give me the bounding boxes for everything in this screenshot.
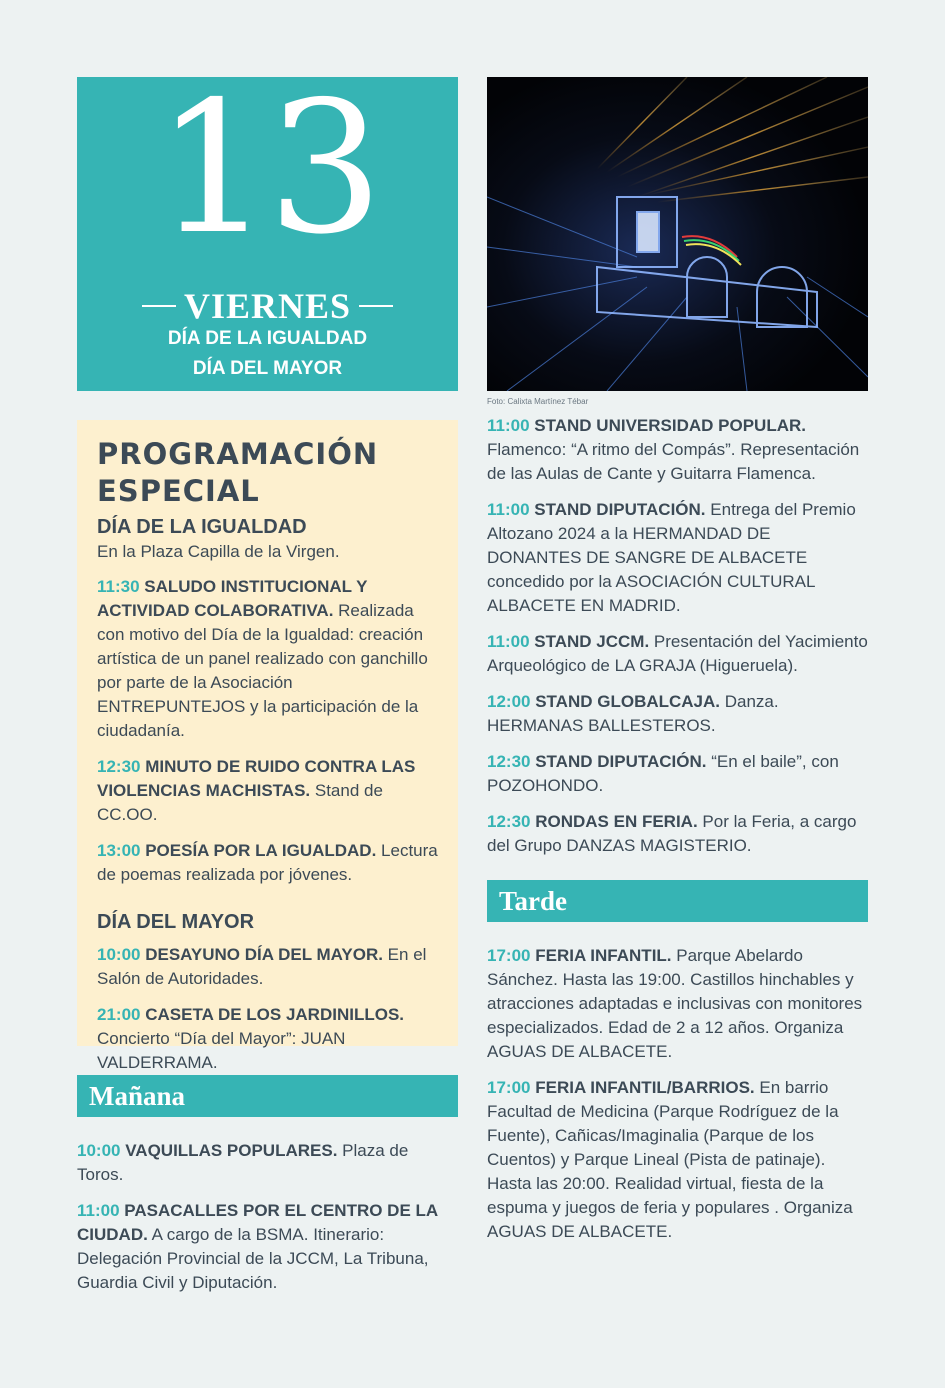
mayor-heading: DÍA DEL MAYOR [97,911,255,933]
item-desc: A cargo de la BSMA. Itinerario: Delegación Provincial de la JCCM, La Tribuna, Guardia Civil y Diputación. [77,1225,429,1292]
day-subtitle-igualdad: DÍA DE LA IGUALDAD [167,328,368,349]
item-time: 11:00 [487,500,530,519]
item-time: 21:00 [97,1005,141,1024]
item-desc: Flamenco: “A ritmo del Compás”. Representación de las Aulas de Cante y Guitarra Flamenca. [487,440,860,483]
program-item [487,944,868,1064]
item-title: SALUDO INSTITUCIONAL Y ACTIVIDAD COLABORATIVA. [97,577,368,620]
tarde-band: Tarde [487,880,868,922]
special-title-line2: ESPECIAL [97,474,260,508]
program-item [97,839,438,887]
item-title: VAQUILLAS POPULARES. [125,1141,338,1160]
weekday-rule-left [142,305,176,307]
light-trails-image [487,77,868,391]
item-desc: Lectura de poemas realizada por jóvenes. [97,841,438,884]
item-title: DESAYUNO DÍA DEL MAYOR. [145,945,383,964]
item-time: 11:30 [97,577,140,596]
manana-band: Mañana [77,1075,458,1117]
item-title: FERIA INFANTIL. [535,946,672,965]
item-desc: Entrega del Premio Altozano 2024 a la HERMANDAD DE DONANTES DE SANGRE DE ALBACETE concedido por la ASOCIACIÓN CULTURAL ALBACETE EN MADRID. [487,500,856,615]
program-item [487,1076,868,1244]
program-item [487,750,868,798]
program-item [97,1003,438,1075]
photo-credit: Foto: Calixta Martínez Tébar [487,397,589,406]
item-desc: En barrio Facultad de Medicina (Parque Rodríguez de la Fuente), Cañicas/Imaginalia (Parque de los Cuentos) y Parque Lineal (Pista de patinaje). Hasta las 20:00. Realidad virtual, fiesta de la espuma y juegos de feria y populares . Organiza AGUAS DE ALBACETE. [487,1078,853,1241]
weekday: VIERNES [183,286,352,326]
program-item [77,1139,458,1187]
item-desc: “En el baile”, con POZOHONDO. [487,752,839,795]
item-title: FERIA INFANTIL/BARRIOS. [535,1078,755,1097]
item-time: 12:30 [487,752,531,771]
item-title: STAND GLOBALCAJA. [535,692,721,711]
program-item [97,755,438,827]
program-item [97,943,438,991]
program-item [487,630,868,678]
item-time: 11:00 [487,416,530,435]
item-desc: En el Salón de Autoridades. [97,945,427,988]
item-title: RONDAS EN FERIA. [535,812,698,831]
item-title: STAND UNIVERSIDAD POPULAR. [534,416,806,435]
item-desc: Stand de CC.OO. [97,781,383,824]
program-item [77,1199,458,1295]
item-title: POESÍA POR LA IGUALDAD. [145,841,377,860]
item-desc: Plaza de Toros. [77,1141,409,1184]
program-item [487,810,868,858]
item-desc: Parque Abelardo Sánchez. Hasta las 19:00. Castillos hinchables y atracciones adaptadas e inclusivas con monitores especializados. Edad de 2 a 12 años. Organiza AGUAS DE ALBACETE. [487,946,863,1061]
item-desc: Por la Feria, a cargo del Grupo DANZAS MAGISTERIO. [487,812,857,855]
program-item [487,498,868,618]
weekday-row [77,285,458,327]
weekday-rule-right [359,305,393,307]
item-time: 10:00 [97,945,141,964]
item-time: 17:00 [487,946,531,965]
igualdad-location: En la Plaza Capilla de la Virgen. [97,542,340,561]
item-time: 17:00 [487,1078,531,1097]
day-subtitle-mayor: DÍA DEL MAYOR [192,358,343,379]
program-item [97,575,438,743]
item-time: 13:00 [97,841,141,860]
item-desc: Concierto “Día del Mayor”: JUAN VALDERRAMA. [97,1029,346,1072]
item-title: PASACALLES POR EL CENTRO DE LA CIUDAD. [77,1201,438,1244]
item-title: STAND JCCM. [534,632,650,651]
date-block [77,62,458,391]
night-light-photo [487,77,868,391]
item-time: 11:00 [77,1201,120,1220]
igualdad-heading: DÍA DE LA IGUALDAD [97,516,307,538]
item-title: CASETA DE LOS JARDINILLOS. [145,1005,405,1024]
item-time: 12:30 [97,757,141,776]
program-item [487,414,868,486]
item-title: STAND DIPUTACIÓN. [534,500,706,519]
item-time: 11:00 [487,632,530,651]
day-number: 13 [155,62,380,274]
item-title: MINUTO DE RUIDO CONTRA LAS VIOLENCIAS MACHISTAS. [97,757,416,800]
item-time: 12:00 [487,692,531,711]
item-time: 12:30 [487,812,531,831]
item-desc: Presentación del Yacimiento Arqueológico de LA GRAJA (Higueruela). [487,632,868,675]
program-item [487,690,868,738]
item-title: STAND DIPUTACIÓN. [535,752,707,771]
item-desc: Realizada con motivo del Día de la Igualdad: creación artística de un panel realizado con ganchillo por parte de la Asociación ENTREPUNTEJOS y la participación de la ciudadanía. [97,601,428,740]
item-time: 10:00 [77,1141,121,1160]
special-title-line1: PROGRAMACIÓN [97,437,379,471]
right-column [487,77,868,1256]
item-desc: Danza. HERMANAS BALLESTEROS. [487,692,779,735]
special-program-box [77,420,458,1072]
left-column [77,62,458,1307]
